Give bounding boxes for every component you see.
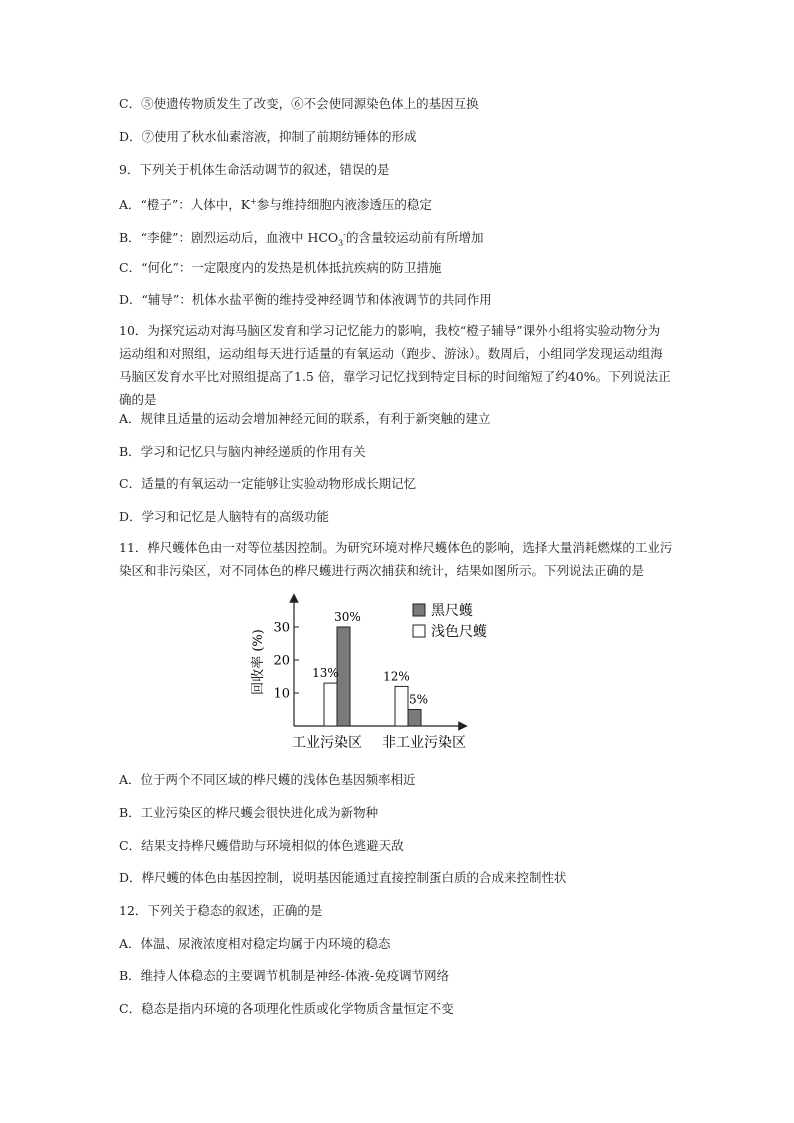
bar-chart — [245, 590, 515, 760]
x-category-label: 非工业污染区 — [382, 735, 466, 751]
q11-option-c: C．结果支持桦尺蠖借助与环境相似的体色逃避天敌 — [119, 838, 404, 853]
bar — [395, 686, 408, 726]
bar-value-label: 12% — [383, 669, 410, 684]
q8-option-d: D．⑦使用了秋水仙素溶液，抑制了前期纺锤体的形成 — [119, 129, 417, 144]
bar-value-label: 5% — [408, 692, 429, 707]
q10-option-a: A．规律且适量的运动会增加神经元间的联系，有利于新突触的建立 — [119, 411, 491, 426]
bar-value-label: 13% — [312, 666, 339, 681]
y-tick-label: 20 — [273, 653, 290, 669]
q10-option-b: B．学习和记忆只与脑内神经递质的作用有关 — [119, 444, 366, 459]
q11-option-b: B．工业污染区的桦尺蠖会很快进化成为新物种 — [119, 805, 379, 820]
legend-swatch — [413, 625, 425, 637]
q11-option-d: D．桦尺蠖的体色由基因控制，说明基因能通过直接控制蛋白质的合成来控制性状 — [119, 870, 567, 885]
q12-stem: 12．下列关于稳态的叙述，正确的是 — [119, 903, 323, 918]
q9-stem: 9．下列关于机体生命活动调节的叙述，错误的是 — [119, 162, 390, 177]
legend-label: 浅色尺蠖 — [431, 624, 487, 640]
legend-label: 黑尺蠖 — [431, 603, 473, 619]
bar — [337, 627, 350, 726]
y-tick-label: 10 — [273, 686, 290, 702]
bar — [408, 710, 421, 727]
q9-option-b: B．“李健”：剧烈运动后，血液中 $HCO_3^-$的含量较运动前有所增加 — [119, 230, 484, 248]
q9-option-d: D．“辅导”：机体水盐平衡的维持受神经调节和体液调节的共同作用 — [119, 292, 492, 307]
bar — [324, 683, 337, 726]
q11-stem: 11．桦尺蠖体色由一对等位基因控制。为研究环境对桦尺蠖体色的影响，选择大量消耗燃煤的工业污 染区和非污染区，对不同体色的桦尺蠖进行两次捕获和统计，结果如图所示。下列说法正确的是 — [119, 540, 673, 578]
legend-swatch — [413, 604, 425, 616]
q12-option-c: C．稳态是指内环境的各项理化性质或化学物质含量恒定不变 — [119, 1001, 454, 1016]
q10-option-d: D．学习和记忆是人脑特有的高级功能 — [119, 509, 330, 524]
y-axis-label: 回收率 (%) — [251, 629, 266, 695]
q9-option-c: C．“何化”：一定限度内的发热是机体抵抗疾病的防卫措施 — [119, 260, 442, 275]
q10-stem: 10．为探究运动对海马脑区发育和学习记忆能力的影响，我校“橙子辅导”课外小组将实验动物分为 运动组和对照组，运动组每天进行适量的有氧运动（跑步、游泳）。数周后，小组同学发现运动组海 马脑区发育水平比对照组提高了1.5 倍，靠学习记忆找到特定目标的时间缩短了约40%。下列说法正 确的是 — [119, 323, 671, 407]
q12-option-a: A．体温、尿液浓度相对稳定均属于内环境的稳态 — [119, 936, 391, 951]
q10-option-c: C．适量的有氧运动一定能够让实验动物形成长期记忆 — [119, 476, 417, 491]
x-category-label: 工业污染区 — [292, 735, 362, 751]
q9-option-a: A．“橙子”：人体中，K+参与维持细胞内液渗透压的稳定 — [119, 197, 432, 213]
y-tick-label: 30 — [273, 620, 290, 636]
q12-option-b: B．维持人体稳态的主要调节机制是神经-体液-免疫调节网络 — [119, 968, 450, 983]
q8-option-c: C．⑤使遗传物质发生了改变，⑥不会使同源染色体上的基因互换 — [119, 96, 479, 111]
q11-option-a: A．位于两个不同区域的桦尺蠖的浅体色基因频率相近 — [119, 772, 416, 787]
bar-value-label: 30% — [334, 610, 361, 624]
